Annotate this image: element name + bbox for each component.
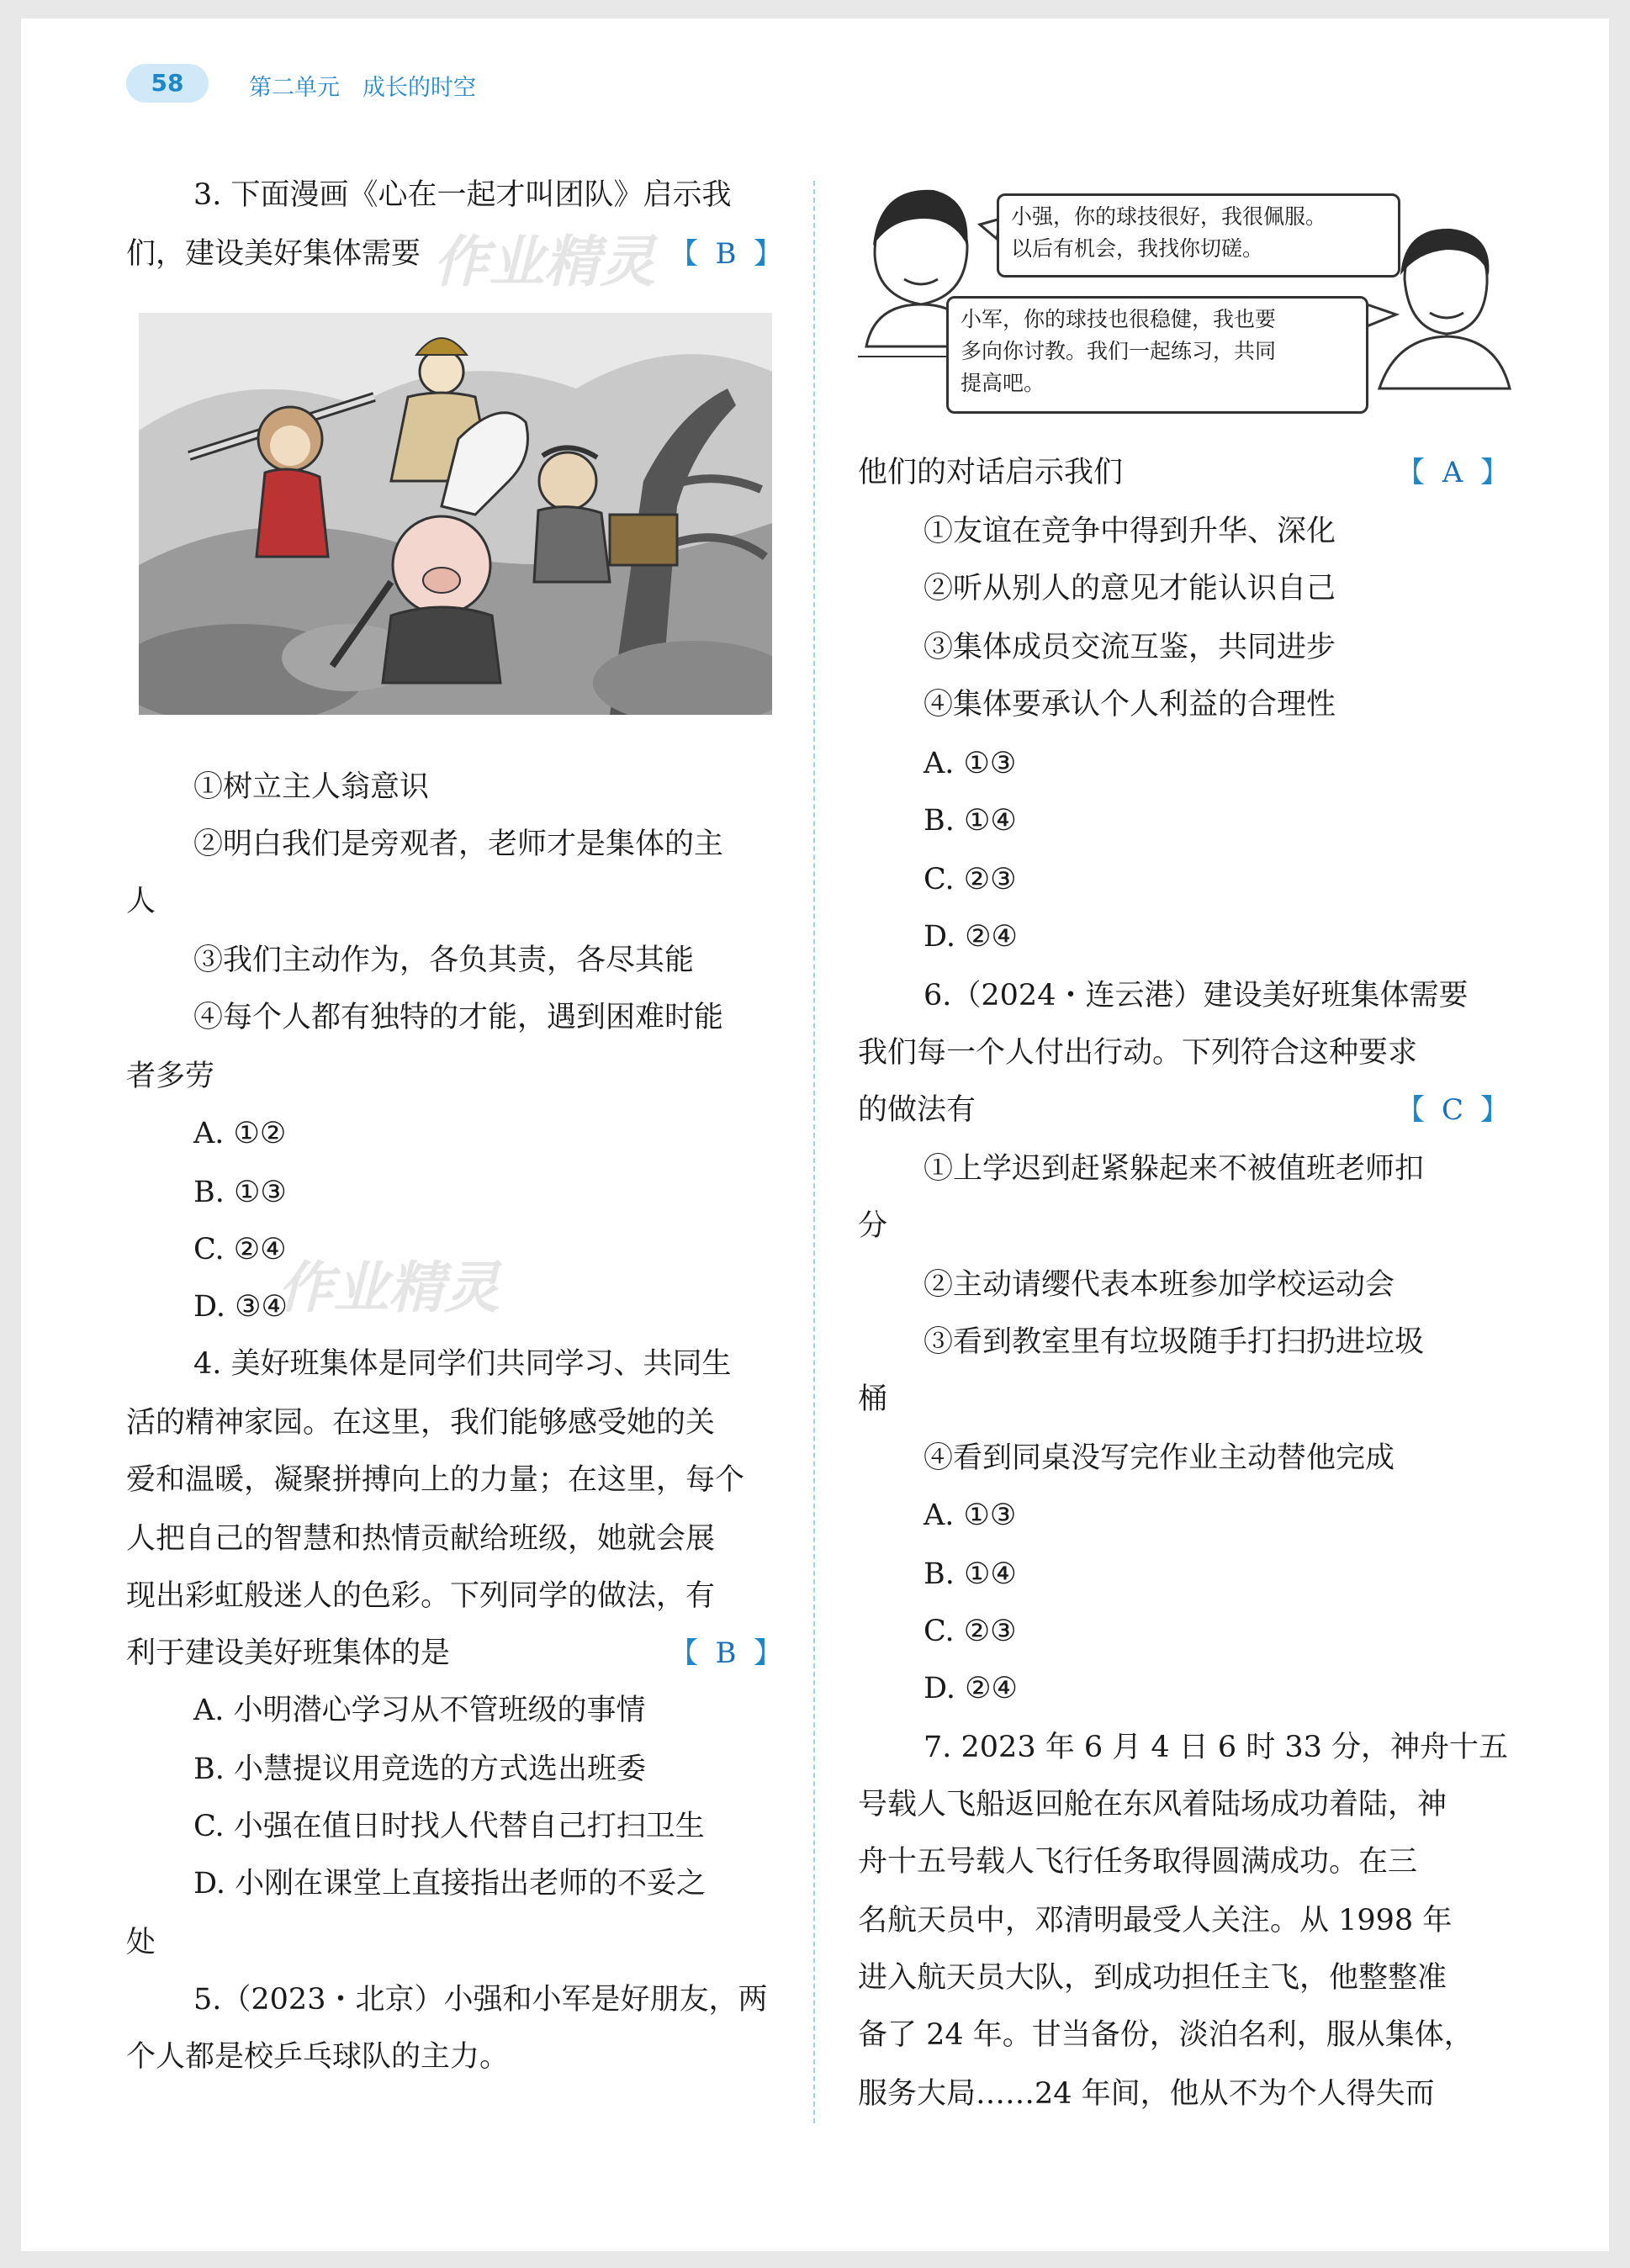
q5-stem-line: 5.（2023・北京）小强和小军是好朋友，两 — [193, 1983, 768, 2017]
q3-statement: 者多劳 — [126, 1060, 215, 1093]
comic-illustration — [139, 313, 772, 715]
page-number: 58 — [126, 64, 209, 103]
q3-option: B. ①③ — [193, 1176, 287, 1209]
q4-stem-line: 活的精神家园。在这里，我们能够感受她的关 — [126, 1406, 716, 1440]
watermark: 作业精灵 — [433, 230, 655, 294]
q5-statement: ③集体成员交流互鉴，共同进步 — [923, 631, 1336, 664]
q4-option: C. 小强在值日时找人代替自己打扫卫生 — [193, 1810, 705, 1843]
q7-line: 舟十五号载人飞行任务取得圆满成功。在三 — [858, 1845, 1418, 1879]
q5-option: B. ①④ — [923, 804, 1017, 838]
q5-prompt: 他们的对话启示我们 — [858, 456, 1124, 489]
q7-line: 备了 24 年。甘当备份，淡泊名利，服从集体， — [858, 2018, 1474, 2052]
q5-stem-line: 个人都是校乒乓球队的主力。 — [126, 2040, 510, 2074]
dialog-illustration — [858, 178, 1514, 422]
bubble-line: 多向你讨教。我们一起练习，共同 — [961, 339, 1277, 363]
comic-scene — [139, 313, 772, 715]
bubble-line: 小强，你的球技很好，我很佩服。 — [1011, 204, 1327, 229]
q4-stem-line: 爱和温暖，凝聚拼搏向上的力量；在这里，每个 — [126, 1463, 745, 1497]
q5-answer: A — [1442, 456, 1463, 489]
q5-statement: ②听从别人的意见才能认识自己 — [923, 572, 1336, 605]
watermark: 作业精灵 — [278, 1256, 500, 1320]
bubble-line: 以后有机会，我找你切磋。 — [1011, 236, 1264, 261]
q6-stem-line: 6.（2024・连云港）建设美好班集体需要 — [923, 979, 1469, 1012]
q6-answer-bracket: 【 C 】 — [1396, 1093, 1509, 1127]
q4-stem-line: 利于建设美好班集体的是 — [126, 1636, 451, 1670]
speech-bubble-right — [946, 296, 1368, 414]
speech-bubble-left — [997, 193, 1400, 278]
q6-statement: 桶 — [858, 1382, 888, 1416]
q3-option: D. ③④ — [193, 1290, 288, 1324]
q5-option: C. ②③ — [923, 863, 1017, 896]
q3-statement: ④每个人都有独特的才能，遇到困难时能 — [193, 1001, 724, 1034]
unit-title: 第二单元 成长的时空 — [249, 75, 476, 101]
q3-statement: ①树立主人翁意识 — [193, 770, 430, 804]
q5-option: D. ②④ — [923, 920, 1018, 954]
q6-stem-line: 我们每一个人付出行动。下列符合这种要求 — [858, 1036, 1418, 1070]
q6-statement: ④看到同桌没写完作业主动替他完成 — [923, 1441, 1395, 1475]
q6-option: A. ①③ — [923, 1499, 1017, 1532]
q5-statement: ①友谊在竞争中得到升华、深化 — [923, 515, 1336, 548]
bubble-line: 小军，你的球技也很稳健，我也要 — [961, 307, 1277, 331]
q3-option: A. ①② — [193, 1117, 287, 1150]
q3-statement: ③我们主动作为，各负其责，各尽其能 — [193, 944, 695, 977]
q3-option: C. ②④ — [193, 1233, 287, 1266]
q6-statement: ②主动请缨代表本班参加学校运动会 — [923, 1268, 1395, 1302]
q3-stem-line: 们，建设美好集体需要 — [126, 237, 421, 271]
q5-answer-bracket: 【 A 】 — [1396, 456, 1509, 489]
q4-option: 处 — [126, 1926, 156, 1959]
q4-option: D. 小刚在课堂上直接指出老师的不妥之 — [193, 1867, 707, 1901]
q4-option: A. 小明潜心学习从不管班级的事情 — [193, 1694, 646, 1727]
q7-line: 7. 2023 年 6 月 4 日 6 时 33 分，神舟十五 — [923, 1731, 1509, 1764]
q6-statement: ③看到教室里有垃圾随手打扫扔进垃圾 — [923, 1325, 1425, 1359]
q6-statement: 分 — [858, 1209, 888, 1243]
q6-answer: C — [1441, 1093, 1463, 1127]
q6-option: B. ①④ — [923, 1557, 1017, 1591]
q6-option: D. ②④ — [923, 1672, 1018, 1705]
q5-statement: ④集体要承认个人利益的合理性 — [923, 688, 1336, 722]
q5-option: A. ①③ — [923, 747, 1017, 780]
q4-stem-line: 人把自己的智慧和热情贡献给班级，她就会展 — [126, 1522, 716, 1556]
q3-statement: 人 — [126, 885, 156, 918]
q4-option: B. 小慧提议用竞选的方式选出班委 — [193, 1753, 646, 1786]
column-divider — [813, 181, 815, 2123]
q7-line: 进入航天员大队，到成功担任主飞，他整整准 — [858, 1961, 1447, 1995]
q6-option: C. ②③ — [923, 1615, 1017, 1648]
q4-stem-line: 现出彩虹般迷人的色彩。下列同学的做法，有 — [126, 1579, 716, 1613]
q6-statement: ①上学迟到赶紧躲起来不被值班老师扣 — [923, 1152, 1425, 1186]
q7-line: 名航天员中，邓清明最受人关注。从 1998 年 — [858, 1904, 1453, 1938]
bubble-line: 提高吧。 — [961, 371, 1045, 395]
q3-statement: ②明白我们是旁观者，老师才是集体的主 — [193, 827, 724, 861]
q3-answer: B — [715, 237, 737, 271]
q4-stem-line: 4. 美好班集体是同学们共同学习、共同生 — [193, 1347, 732, 1381]
q7-line: 服务大局……24 年间，他从不为个人得失而 — [858, 2077, 1435, 2111]
q3-answer-bracket: 【 B 】 — [669, 237, 782, 271]
q7-line: 号载人飞船返回舱在东风着陆场成功着陆，神 — [858, 1788, 1447, 1821]
q4-answer: B — [715, 1636, 737, 1670]
q4-answer-bracket: 【 B 】 — [669, 1636, 782, 1670]
q3-stem-line: 3. 下面漫画《心在一起才叫团队》启示我 — [193, 178, 732, 212]
q6-stem-line: 的做法有 — [858, 1093, 976, 1127]
